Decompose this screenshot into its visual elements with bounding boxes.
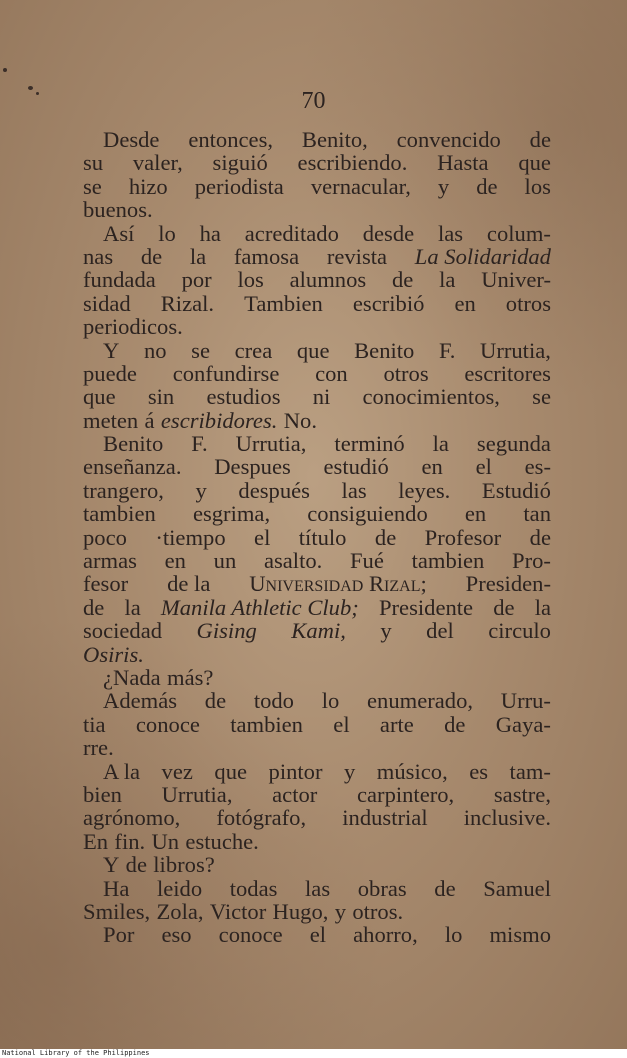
- word: de: [493, 594, 515, 620]
- word: un: [213, 548, 237, 574]
- word: la: [439, 267, 456, 293]
- word: enseñanza.: [83, 454, 182, 480]
- text-line: [83, 455, 551, 478]
- speck: [3, 68, 7, 72]
- word: esgrima,: [192, 501, 271, 527]
- text-line: [83, 245, 551, 268]
- word: tam-: [509, 758, 551, 784]
- word: fin.: [114, 828, 146, 854]
- word: el: [475, 454, 492, 480]
- word: terminó: [334, 431, 405, 457]
- word: Y: [103, 337, 120, 363]
- word: obras: [357, 875, 407, 901]
- word: se: [191, 337, 210, 363]
- word: leido: [156, 875, 203, 901]
- text-line: [83, 339, 551, 362]
- word: tambien: [230, 711, 303, 737]
- library-watermark: National Library of the Philippines: [2, 1049, 150, 1057]
- text-line: [83, 572, 551, 595]
- speck: [36, 92, 39, 95]
- word: fundada: [83, 267, 156, 293]
- word: Samuel: [483, 875, 551, 901]
- word: de: [529, 524, 551, 550]
- page-number: 70: [301, 88, 326, 114]
- text-line: [83, 619, 551, 642]
- word: Kami,: [291, 618, 346, 644]
- word: arte: [379, 711, 414, 737]
- text-line: [83, 783, 551, 806]
- word: Manila Athletic Club;: [160, 594, 359, 620]
- word: sociedad: [83, 618, 163, 644]
- word: circulo: [488, 618, 551, 644]
- footer-bar: [0, 1049, 627, 1058]
- word: inclusive.: [463, 805, 551, 831]
- word: asalto.: [263, 548, 323, 574]
- word: Y: [103, 852, 120, 878]
- word: Presiden-: [465, 571, 551, 597]
- word: Victor: [209, 898, 267, 924]
- word: Urrutia,: [480, 337, 551, 363]
- word: sin: [147, 384, 175, 410]
- word: después: [238, 477, 310, 503]
- word: de: [444, 711, 466, 737]
- word: es-: [524, 454, 551, 480]
- word: entonces,: [188, 127, 274, 152]
- word: músico,: [376, 758, 448, 784]
- text-line: [83, 409, 551, 432]
- word: estudió: [323, 454, 389, 480]
- word: de la: [167, 571, 211, 597]
- word: valer,: [132, 150, 183, 176]
- word: de: [391, 267, 414, 293]
- word: en: [454, 290, 476, 316]
- word: vez: [161, 758, 193, 784]
- word: poco: [83, 524, 127, 550]
- word: Benito: [103, 431, 164, 457]
- word: de: [434, 875, 456, 901]
- word: Pro-: [512, 548, 551, 574]
- word: que: [83, 384, 116, 410]
- word: que: [214, 758, 248, 784]
- word: periodista: [194, 173, 284, 199]
- word: de: [374, 524, 397, 550]
- word: otros: [383, 360, 429, 386]
- word: escritores: [464, 360, 551, 386]
- word: la: [432, 431, 449, 457]
- word: lo: [444, 922, 463, 948]
- word: que: [518, 150, 551, 176]
- word: desde: [362, 220, 415, 246]
- text-line: [83, 362, 551, 385]
- word: nas: [83, 243, 114, 269]
- word: Por: [103, 922, 135, 948]
- word: las: [437, 220, 464, 246]
- word: se: [83, 173, 102, 199]
- word: buenos.: [83, 197, 153, 223]
- word: pintor: [268, 758, 323, 784]
- word: Gising: [196, 618, 257, 644]
- text-line: [83, 128, 551, 151]
- text-line: [83, 526, 551, 549]
- word: segunda: [476, 431, 551, 457]
- text-line: [83, 292, 551, 315]
- word: las: [341, 477, 367, 503]
- word: otros: [505, 290, 551, 316]
- word: bien: [83, 781, 122, 807]
- word: y: [334, 898, 347, 924]
- word: lo: [321, 688, 340, 714]
- word: Zola,: [156, 898, 204, 924]
- text-line: [83, 877, 551, 900]
- word: F.: [438, 337, 456, 363]
- word: colum-: [486, 220, 551, 246]
- word: conoce: [218, 922, 283, 948]
- word: de: [140, 243, 163, 269]
- text-line: [83, 268, 551, 291]
- word: su: [83, 150, 104, 176]
- word: á: [144, 407, 155, 433]
- speck: [28, 86, 33, 90]
- word: y: [195, 477, 207, 503]
- word: todas: [229, 875, 278, 901]
- text-line: [83, 222, 551, 245]
- word: tia: [83, 711, 106, 737]
- word: por: [181, 267, 212, 293]
- word: puede: [83, 360, 137, 386]
- text-line: [83, 643, 551, 666]
- word: de: [204, 688, 227, 714]
- word: todo: [253, 688, 294, 714]
- word: actor: [272, 781, 318, 807]
- word: los: [237, 267, 264, 293]
- word: escribió: [352, 290, 425, 316]
- word: el: [333, 711, 350, 737]
- word: escribiendo.: [297, 150, 408, 176]
- word: F.: [191, 431, 208, 457]
- word: Urrutia,: [161, 781, 233, 807]
- word: Benito,: [301, 127, 368, 152]
- word: famosa: [233, 243, 300, 269]
- word: otros.: [352, 898, 404, 924]
- word: en: [421, 454, 443, 480]
- word: industrial: [342, 805, 428, 831]
- word: la: [124, 594, 141, 620]
- word: Univer-: [481, 267, 551, 293]
- word: fotógrafo,: [216, 805, 307, 831]
- text-line: [83, 923, 551, 946]
- text-line: [83, 175, 551, 198]
- word: periodicos.: [83, 314, 183, 340]
- word: de: [476, 173, 498, 199]
- word: más?: [167, 664, 214, 690]
- word: Presidente: [378, 594, 474, 620]
- word: meten: [83, 407, 139, 433]
- word: de: [529, 127, 551, 152]
- word: el: [254, 524, 271, 550]
- word: Gaya-: [495, 711, 551, 737]
- word: ahorro,: [353, 922, 418, 948]
- text-line: [83, 549, 551, 572]
- text-line: [83, 385, 551, 408]
- word: los: [524, 173, 551, 199]
- word: fesor: [83, 571, 129, 597]
- word: conoce: [135, 711, 200, 737]
- word: vernacular,: [310, 173, 411, 199]
- word: se: [532, 384, 551, 410]
- word: rre.: [83, 735, 114, 761]
- word: las: [305, 875, 331, 901]
- word: Rizal.: [160, 290, 215, 316]
- word: tambien: [83, 501, 156, 527]
- text-line: [83, 596, 551, 619]
- word: alumnos: [289, 267, 367, 293]
- word: título: [298, 524, 347, 550]
- word: tan: [523, 501, 551, 527]
- text-line: [83, 830, 551, 853]
- text-line: [83, 736, 551, 759]
- word: Desde: [103, 127, 160, 152]
- word: ni: [312, 384, 331, 410]
- word: eso: [161, 922, 192, 948]
- word: sidad: [83, 290, 131, 316]
- word: del: [426, 618, 454, 644]
- word: Hasta: [437, 150, 489, 176]
- text-line: [83, 666, 551, 689]
- word: no: [143, 337, 167, 363]
- word: ·tiempo: [155, 524, 226, 550]
- text-line: [83, 198, 551, 221]
- word: conocimientos,: [362, 384, 500, 410]
- word: Universidad Rizal;: [249, 571, 427, 597]
- word: Hugo,: [272, 898, 329, 924]
- text-line: [83, 315, 551, 338]
- word: consiguiendo: [307, 501, 428, 527]
- text-line: [83, 432, 551, 455]
- text-body: [83, 128, 551, 947]
- word: Despues: [214, 454, 291, 480]
- word: y: [437, 173, 450, 199]
- word: A la: [103, 758, 141, 784]
- word: Tambien: [244, 290, 323, 316]
- word: lo: [158, 220, 176, 246]
- word: agrónomo,: [83, 805, 181, 831]
- word: mismo: [489, 922, 551, 948]
- word: trangero,: [83, 477, 164, 503]
- word: de: [83, 594, 105, 620]
- word: siguió: [212, 150, 268, 176]
- word: Fué: [349, 548, 384, 574]
- word: y: [344, 758, 356, 784]
- word: tambien: [411, 548, 485, 574]
- word: el: [309, 922, 327, 948]
- text-line: [83, 806, 551, 829]
- word: carpintero,: [356, 781, 455, 807]
- word: y: [380, 618, 392, 644]
- word: Profesor: [424, 524, 502, 550]
- word: Smiles,: [83, 898, 151, 924]
- text-line: [83, 713, 551, 736]
- word: revista: [326, 243, 388, 269]
- text-line: [83, 689, 551, 712]
- word: escribidores.: [160, 407, 278, 433]
- word: es: [469, 758, 489, 784]
- text-line: [83, 853, 551, 876]
- word: Osiris.: [83, 641, 144, 667]
- word: estudios: [206, 384, 281, 410]
- word: estuche.: [185, 828, 259, 854]
- word: sastre,: [493, 781, 551, 807]
- word: que: [296, 337, 330, 363]
- word: en: [464, 501, 487, 527]
- word: En: [83, 828, 109, 854]
- word: Ha: [103, 875, 130, 901]
- word: Urrutia,: [235, 431, 307, 457]
- word: Además: [103, 688, 178, 714]
- word: ha: [199, 220, 221, 246]
- word: con: [315, 360, 348, 386]
- text-line: [83, 900, 551, 923]
- word: armas: [83, 548, 137, 574]
- word: hizo: [128, 173, 168, 199]
- word: libros?: [153, 852, 215, 878]
- word: la: [534, 594, 551, 620]
- word: Un: [151, 828, 180, 854]
- text-line: [83, 479, 551, 502]
- text-line: [83, 760, 551, 783]
- word: acreditado: [244, 220, 339, 246]
- word: ¿Nada: [103, 664, 161, 690]
- word: Estudió: [481, 477, 551, 503]
- word: crea: [234, 337, 273, 363]
- word: la: [189, 243, 207, 269]
- word: de: [125, 852, 147, 878]
- text-line: [83, 502, 551, 525]
- word: confundirse: [172, 360, 280, 386]
- text-line: [83, 151, 551, 174]
- word: leyes.: [398, 477, 451, 503]
- word: convencido: [396, 127, 501, 152]
- word: No.: [283, 407, 317, 433]
- word: enumerado,: [367, 688, 474, 714]
- word: Urru-: [500, 688, 551, 714]
- word: La Solidaridad: [414, 243, 551, 269]
- word: en: [164, 548, 186, 574]
- word: Benito: [354, 337, 415, 363]
- word: Así: [103, 220, 135, 246]
